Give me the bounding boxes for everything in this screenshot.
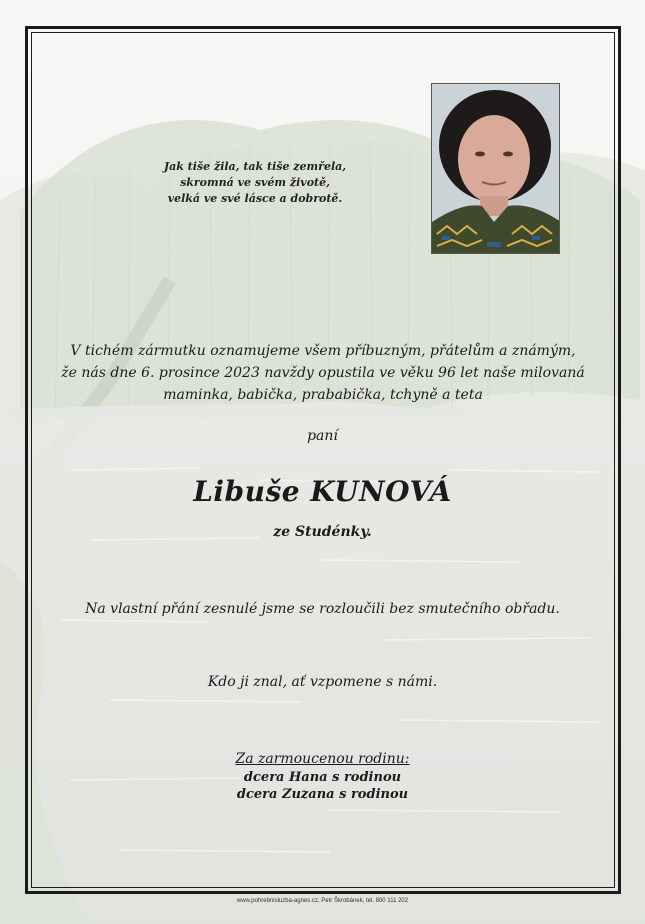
announcement-text [60, 340, 586, 406]
motto-line: velká ve své lásce a dobrotě. [167, 192, 343, 205]
announcement-line: maminka, babička, prababička, tchyně a teta [163, 387, 483, 403]
deceased-name: Libuše KUNOVÁ [193, 475, 452, 508]
deceased-origin: ze Studénky. [273, 524, 372, 540]
portrait-photo [431, 83, 560, 254]
motto-line: Jak tiše žila, tak tiše zemřela, [163, 160, 347, 173]
announcement-line: V tichém zármutku oznamujeme všem příbuzným, přátelům a známým, [70, 343, 576, 359]
wish-text: Na vlastní přání zesnulé jsme se rozloučili bez smutečního obřadu. [85, 601, 560, 617]
remember-text: Kdo ji znal, ať vzpomene s námi. [207, 674, 438, 690]
title-word: paní [307, 428, 338, 444]
announcement-line: že nás dne 6. prosince 2023 navždy opustila ve věku 96 let naše milovaná [61, 365, 585, 381]
footer-credit: www.pohrebnisluzba-agnes.cz, Petr Škrobánek, tel. 800 111 202 [236, 898, 409, 904]
family-heading: Za zarmoucenou rodinu: [235, 751, 410, 767]
motto-verse [150, 159, 360, 207]
family-member: dcera Zuzana s rodinou [236, 787, 409, 802]
family-member: dcera Hana s rodinou [243, 770, 402, 785]
motto-line: skromná ve svém životě, [180, 176, 330, 189]
